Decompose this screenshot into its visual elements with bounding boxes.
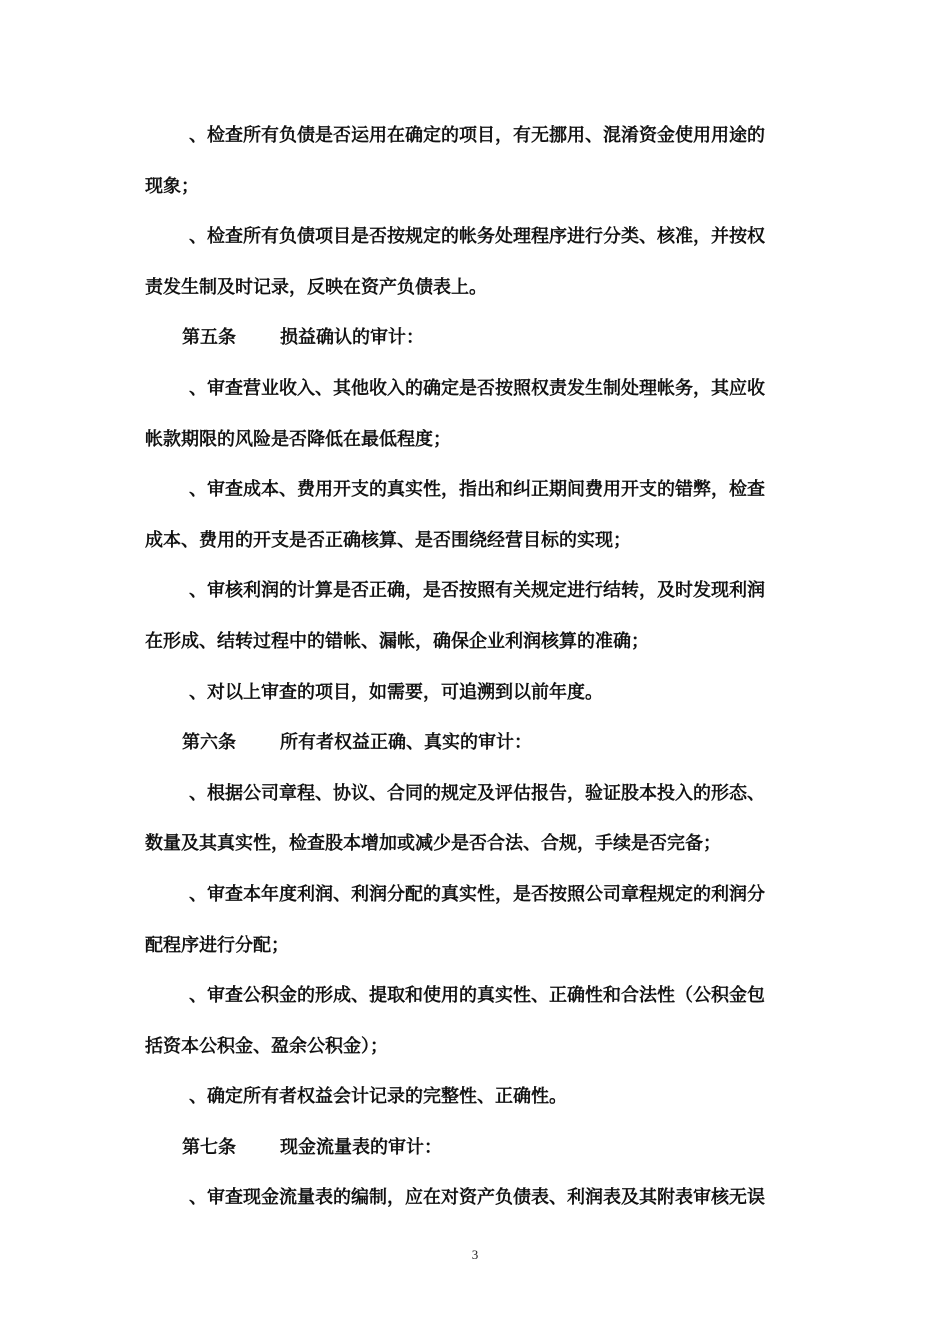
article-heading: [145, 320, 810, 371]
text-line: 、审查公积金的形成、提取和使用的真实性、正确性和合法性（公积金包: [189, 985, 765, 1007]
text-line: 现象；: [145, 175, 199, 197]
text-line: 责发生制及时记录，反映在资产负债表上。: [145, 276, 487, 298]
text-line: 、根据公司章程、协议、合同的规定及评估报告，验证股本投入的形态、: [189, 782, 765, 804]
text-line: 、审查成本、费用开支的真实性，指出和纠正期间费用开支的错弊，检查: [189, 479, 765, 501]
page-content: [145, 118, 810, 1231]
text-line: 、确定所有者权益会计记录的完整性、正确性。: [189, 1086, 567, 1108]
article-number: 第五条: [182, 327, 236, 349]
page-number: 3: [471, 1247, 479, 1262]
text-line: 、审查营业收入、其他收入的确定是否按照权责发生制处理帐务，其应收: [189, 377, 765, 399]
text-line: 帐款期限的风险是否降低在最低程度；: [145, 428, 451, 450]
text-line: 配程序进行分配；: [145, 934, 289, 956]
text-line: 、审查现金流量表的编制，应在对资产负债表、利润表及其附表审核无误: [189, 1187, 765, 1209]
article-title: 所有者权益正确、真实的审计：: [280, 732, 532, 754]
text-line: 在形成、结转过程中的错帐、漏帐，确保企业利润核算的准确；: [145, 630, 649, 652]
text-line: 成本、费用的开支是否正确核算、是否围绕经营目标的实现；: [145, 529, 631, 551]
text-line: 、审核利润的计算是否正确，是否按照有关规定进行结转，及时发现利润: [189, 580, 765, 602]
article-title: 现金流量表的审计：: [280, 1136, 442, 1158]
text-line: 、检查所有负债是否运用在确定的项目，有无挪用、混淆资金使用用途的: [189, 125, 765, 146]
article-number: 第七条: [182, 1136, 236, 1158]
article-number: 第六条: [182, 732, 236, 754]
text-line: 、对以上审查的项目，如需要，可追溯到以前年度。: [189, 681, 603, 703]
text-line: 括资本公积金、盈余公积金）；: [145, 1035, 388, 1057]
article-heading: [145, 1130, 810, 1181]
text-line: 、检查所有负债项目是否按规定的帐务处理程序进行分类、核准，并按权: [189, 226, 765, 248]
text-line: 数量及其真实性，检查股本增加或减少是否合法、合规，手续是否完备；: [145, 833, 721, 855]
article-heading: [145, 725, 810, 776]
text-line: 、审查本年度利润、利润分配的真实性，是否按照公司章程规定的利润分: [189, 883, 765, 905]
article-title: 损益确认的审计：: [280, 327, 424, 349]
